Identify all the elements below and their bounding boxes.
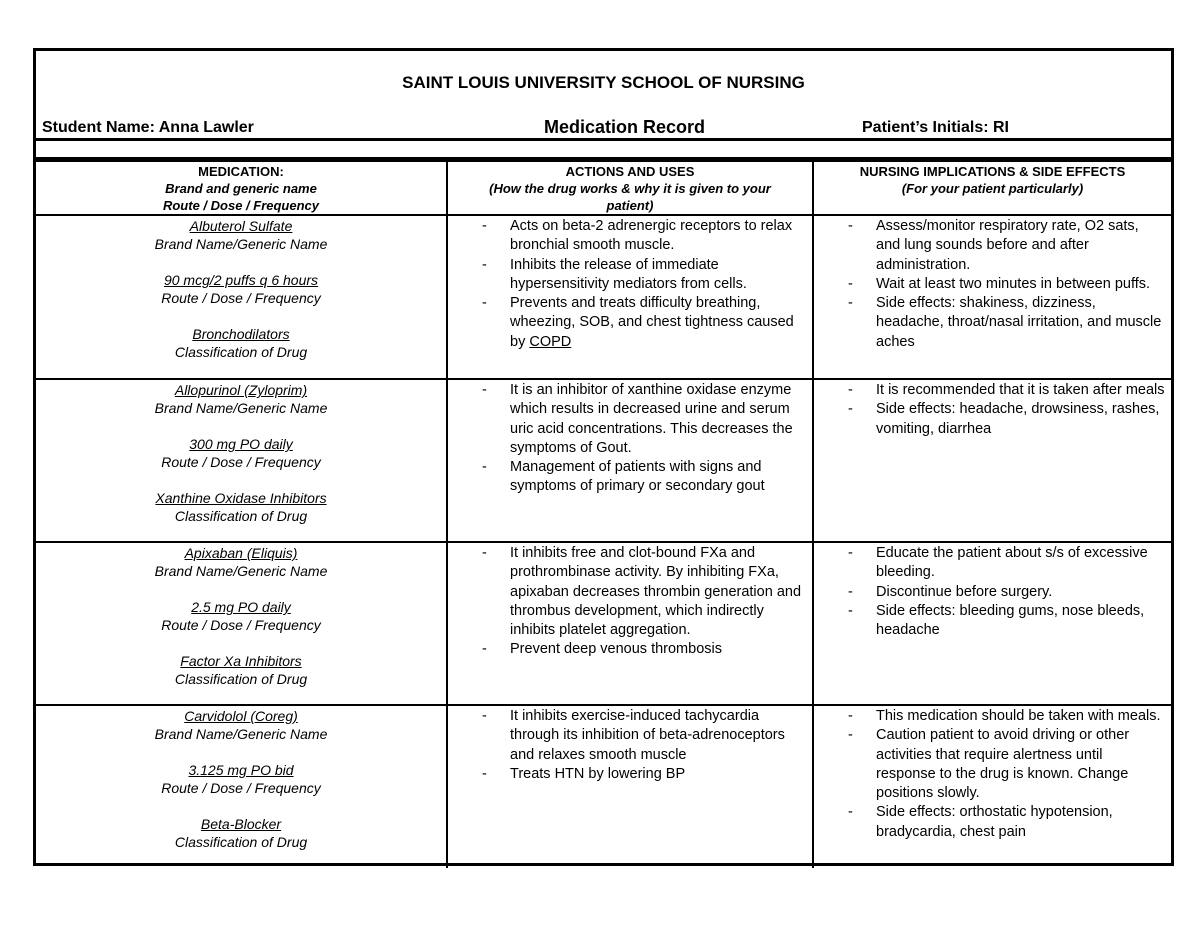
list-item bbox=[448, 294, 806, 352]
list-item: - It inhibits free and clot-bound FXa and prothrombinase activity. By inhibiting FXa, apixaban decreases thrombin generation and thrombus development, which indirectly inhibits platelet aggregation. bbox=[448, 544, 806, 640]
actions-column-title: ACTIONS AND USES bbox=[565, 164, 695, 179]
medication-cell bbox=[36, 379, 447, 542]
medication-column-title: MEDICATION: bbox=[198, 164, 284, 179]
actions-cell bbox=[447, 215, 813, 379]
list-item: - It is an inhibitor of xanthine oxidase enzyme which results in decreased urine and serum uric acid concentrations. This decreases the symptoms of Gout. bbox=[448, 381, 806, 458]
drug-dose: 2.5 mg PO daily bbox=[191, 599, 291, 615]
nursing-column-sub1: (For your patient particularly) bbox=[901, 181, 1084, 196]
patient-initials: Patient’s Initials: RI bbox=[862, 119, 1009, 136]
school-title: SAINT LOUIS UNIVERSITY SCHOOL OF NURSING bbox=[402, 73, 805, 92]
medication-column-sub1: Brand and generic name bbox=[165, 181, 317, 196]
table-row bbox=[36, 215, 1171, 379]
nursing-cell bbox=[813, 705, 1171, 868]
drug-classification-caption: Classification of Drug bbox=[174, 508, 308, 524]
header-spacer-row bbox=[36, 141, 1171, 160]
column-header-row bbox=[36, 161, 1171, 215]
medication-cell bbox=[36, 542, 447, 705]
drug-name-caption: Brand Name/Generic Name bbox=[154, 236, 328, 252]
list-item: - This medication should be taken with meals. bbox=[814, 707, 1165, 726]
drug-name: Carvidolol (Coreg) bbox=[184, 708, 298, 724]
drug-classification-caption: Classification of Drug bbox=[174, 344, 308, 360]
drug-name-caption: Brand Name/Generic Name bbox=[154, 400, 328, 416]
nursing-cell bbox=[813, 542, 1171, 705]
list-item: - Wait at least two minutes in between puffs. bbox=[814, 275, 1165, 294]
list-item: - It is recommended that it is taken after meals bbox=[814, 381, 1165, 400]
drug-dose-caption: Route / Dose / Frequency bbox=[161, 454, 321, 470]
drug-dose: 3.125 mg PO bid bbox=[188, 762, 294, 778]
drug-name: Apixaban (Eliquis) bbox=[184, 545, 298, 561]
drug-name: Allopurinol (Zyloprim) bbox=[174, 382, 308, 398]
list-item: - It inhibits exercise-induced tachycardia through its inhibition of beta-adrenoceptors and relaxes smooth muscle bbox=[448, 707, 806, 765]
drug-classification-caption: Classification of Drug bbox=[174, 671, 308, 687]
actions-cell bbox=[447, 542, 813, 705]
drug-name-caption: Brand Name/Generic Name bbox=[154, 563, 328, 579]
list-item: - Inhibits the release of immediate hypersensitivity mediators from cells. bbox=[448, 256, 806, 295]
actions-column-sub1: (How the drug works & why it is given to your bbox=[489, 181, 771, 196]
drug-dose-caption: Route / Dose / Frequency bbox=[161, 290, 321, 306]
medication-table bbox=[36, 160, 1171, 868]
drug-name: Albuterol Sulfate bbox=[189, 218, 293, 234]
actions-column-sub2: patient) bbox=[606, 198, 654, 213]
list-item: - Side effects: headache, drowsiness, rashes, vomiting, diarrhea bbox=[814, 400, 1165, 439]
drug-classification: Beta-Blocker bbox=[200, 816, 282, 832]
list-item: - Side effects: shakiness, dizziness, headache, throat/nasal irritation, and muscle aches bbox=[814, 294, 1165, 352]
drug-dose-caption: Route / Dose / Frequency bbox=[161, 617, 321, 633]
list-item: - Treats HTN by lowering BP bbox=[448, 765, 806, 784]
medication-cell bbox=[36, 215, 447, 379]
medication-record-sheet bbox=[33, 48, 1174, 866]
list-item: - Caution patient to avoid driving or other activities that require alertness until response to the drug is known. Change positions slowly. bbox=[814, 726, 1165, 803]
table-row bbox=[36, 542, 1171, 705]
nursing-column-header bbox=[813, 161, 1171, 215]
drug-dose: 300 mg PO daily bbox=[189, 436, 293, 452]
drug-dose: 90 mcg/2 puffs q 6 hours bbox=[163, 272, 319, 288]
list-item: - Assess/monitor respiratory rate, O2 sats, and lung sounds before and after administration. bbox=[814, 217, 1165, 275]
table-row bbox=[36, 379, 1171, 542]
list-item: - Side effects: bleeding gums, nose bleeds, headache bbox=[814, 602, 1165, 641]
drug-classification: Bronchodilators bbox=[192, 326, 290, 342]
medication-column-header bbox=[36, 161, 447, 215]
drug-classification: Xanthine Oxidase Inhibitors bbox=[155, 490, 327, 506]
list-item: - Educate the patient about s/s of excessive bleeding. bbox=[814, 544, 1165, 583]
actions-cell bbox=[447, 705, 813, 868]
medication-column-sub2: Route / Dose / Frequency bbox=[162, 198, 320, 213]
nursing-cell bbox=[813, 215, 1171, 379]
list-item: - Side effects: orthostatic hypotension, bradycardia, chest pain bbox=[814, 803, 1165, 842]
list-item-text: Prevents and treats difficulty breathing, wheezing, SOB, and chest tightness caused by bbox=[510, 295, 794, 350]
drug-classification-caption: Classification of Drug bbox=[174, 834, 308, 850]
drug-dose-caption: Route / Dose / Frequency bbox=[161, 780, 321, 796]
actions-cell bbox=[447, 379, 813, 542]
medication-cell bbox=[36, 705, 447, 868]
student-name: Student Name: Anna Lawler bbox=[42, 119, 254, 136]
nursing-cell bbox=[813, 379, 1171, 542]
actions-column-header bbox=[447, 161, 813, 215]
form-header bbox=[36, 51, 1171, 141]
table-row bbox=[36, 705, 1171, 868]
drug-classification: Factor Xa Inhibitors bbox=[180, 653, 302, 669]
list-item: - Discontinue before surgery. bbox=[814, 583, 1165, 602]
list-item: - Management of patients with signs and symptoms of primary or secondary gout bbox=[448, 458, 806, 497]
nursing-column-title: NURSING IMPLICATIONS & SIDE EFFECTS bbox=[859, 164, 1126, 179]
drug-name-caption: Brand Name/Generic Name bbox=[154, 726, 328, 742]
copd-link-text: COPD bbox=[529, 333, 572, 350]
record-title: Medication Record bbox=[544, 117, 706, 137]
list-item: - Prevent deep venous thrombosis bbox=[448, 640, 806, 659]
list-item: - Acts on beta-2 adrenergic receptors to relax bronchial smooth muscle. bbox=[448, 217, 806, 256]
